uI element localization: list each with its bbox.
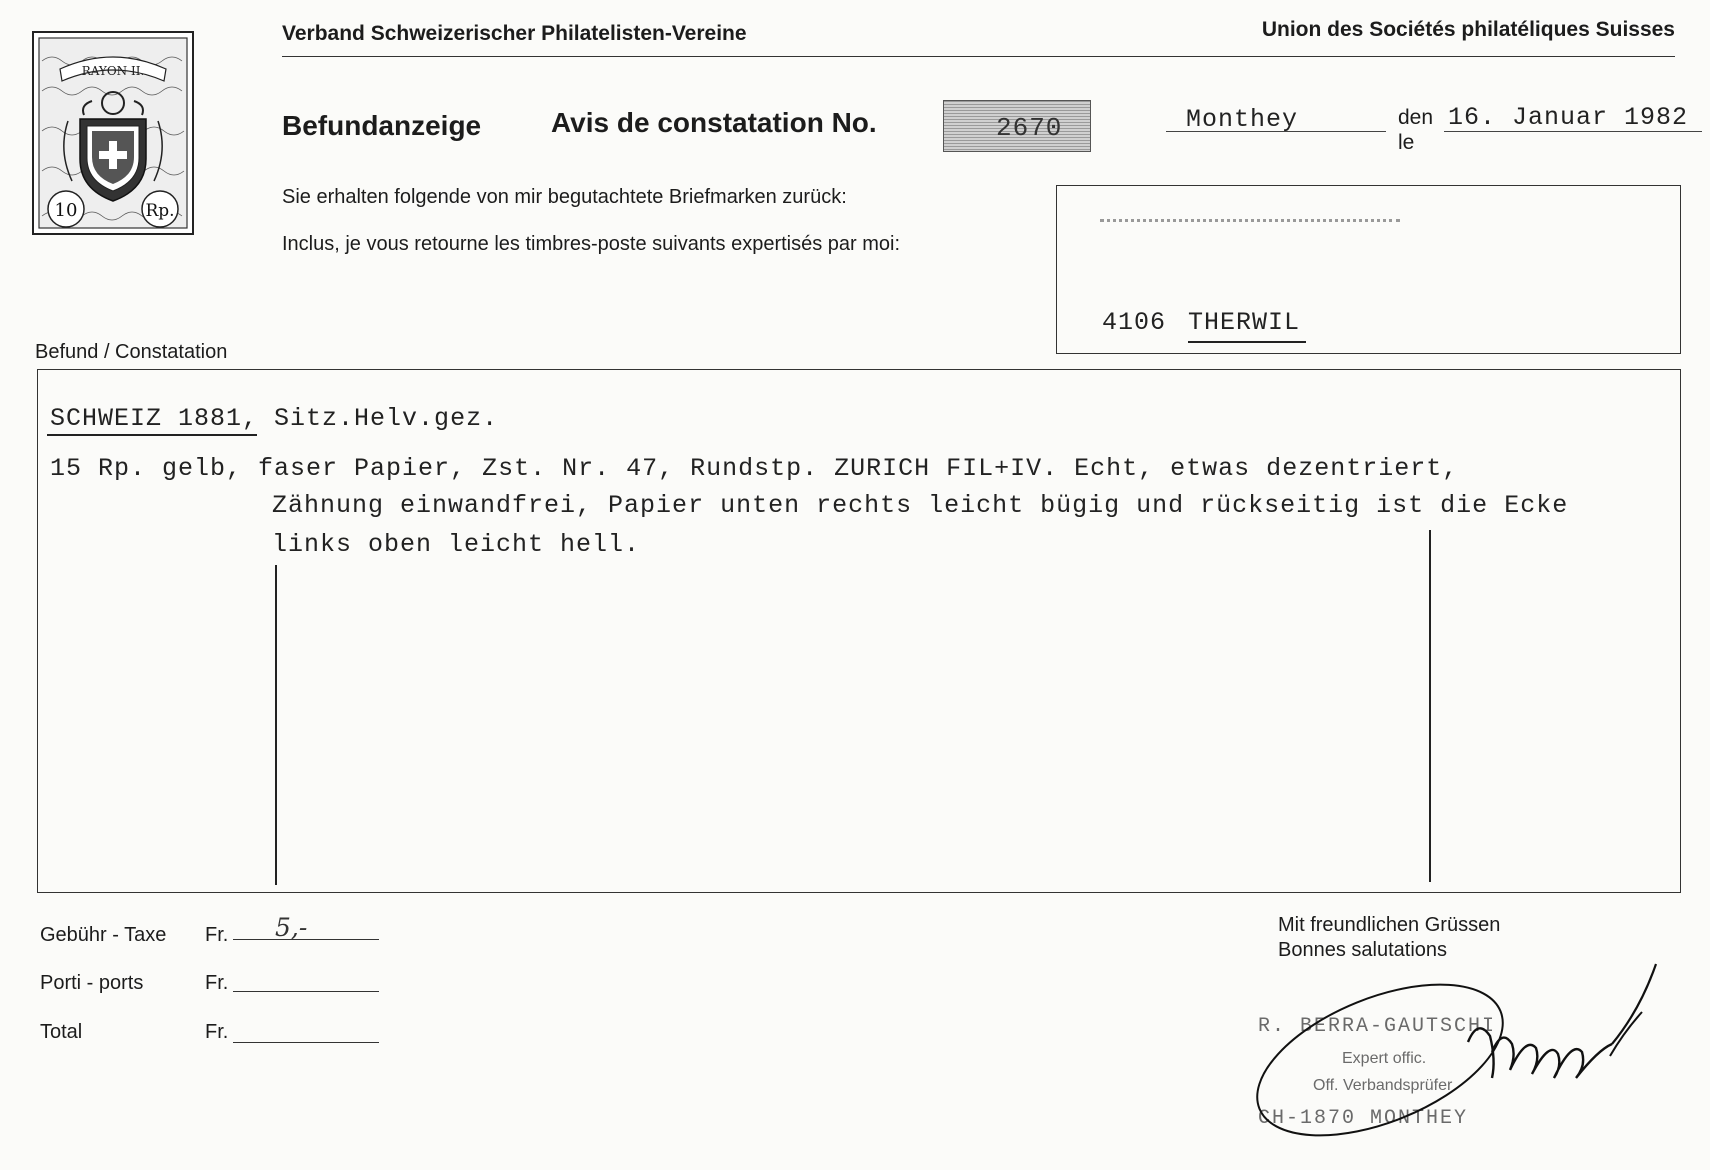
recipient-postcode: 4106: [1102, 308, 1167, 337]
ports-label: Porti - ports: [40, 972, 144, 994]
expert-stamp-role-1: Expert offic.: [1342, 1050, 1427, 1067]
fee-amount: 5,-: [275, 913, 308, 942]
certificate-number: 2670: [996, 113, 1063, 143]
date-label-french: le: [1398, 131, 1415, 154]
swiss-cross-posthorn-stamp-icon: [32, 31, 194, 235]
recipient-city: THERWIL: [1188, 308, 1301, 337]
report-line-2: 15 Rp. gelb, faser Papier, Zst. Nr. 47, Rundstp. ZURICH FIL+IV. Echt, etwas dezentriert,: [50, 454, 1459, 483]
greeting-german: Mit freundlichen Grüssen: [1278, 914, 1501, 936]
total-line: [233, 1042, 379, 1043]
expert-stamp-name: R. BERRA-GAUTSCHI: [1258, 1015, 1497, 1038]
report-line-4: links oben leicht hell.: [272, 530, 641, 559]
report-heading-rest: , Sitz.Helv.gez.: [242, 404, 499, 433]
greeting-french: Bonnes salutations: [1278, 939, 1448, 961]
intro-text-french: Inclus, je vous retourne les timbres-poste suivants expertisés par moi:: [282, 233, 901, 255]
form-title-german: Befundanzeige: [282, 110, 482, 141]
report-box: [37, 369, 1681, 893]
report-heading-underline: [47, 434, 257, 436]
fee-label: Gebühr - Taxe: [40, 924, 167, 946]
date-underline: [1444, 131, 1702, 132]
form-title-french: Avis de constatation No.: [551, 107, 877, 138]
expert-stamp-role-2: Off. Verbandsprüfer: [1313, 1077, 1453, 1094]
ports-currency: Fr.: [205, 972, 229, 994]
header-rule: [282, 56, 1675, 57]
expert-stamp-location: CH-1870 MONTHEY: [1258, 1107, 1469, 1130]
report-heading: SCHWEIZ 1881: [50, 404, 243, 433]
issue-city: Monthey: [1186, 105, 1299, 134]
date-label-german: den: [1398, 106, 1434, 129]
intro-text-german: Sie erhalten folgende von mir begutachtete Briefmarken zurück:: [282, 186, 847, 208]
city-underline: [1166, 131, 1386, 132]
stamp-value-right: Rp.: [145, 201, 175, 221]
ports-line: [233, 991, 379, 992]
strike-bar-right: [1429, 530, 1431, 882]
stamp-top-text: RAYON II.: [81, 64, 145, 78]
recipient-city-underline: [1188, 341, 1306, 343]
report-line-3: Zähnung einwandfrei, Papier unten rechts leicht bügig und rückseitig ist die Ecke: [272, 491, 1569, 520]
org-name-german: Verband Schweizerischer Philatelisten-Vereine: [282, 22, 747, 45]
handwritten-signature-icon: [1240, 960, 1670, 1145]
recipient-name-redacted: [1100, 219, 1400, 226]
report-section-label: Befund / Constatation: [35, 341, 228, 363]
total-currency: Fr.: [205, 1021, 229, 1043]
org-name-french: Union des Sociétés philatéliques Suisses: [1261, 18, 1675, 41]
fee-currency: Fr.: [205, 924, 229, 946]
total-label: Total: [40, 1021, 83, 1043]
issue-date: 16. Januar 1982: [1448, 103, 1689, 132]
strike-bar-left: [275, 565, 277, 885]
report-line-1: [50, 404, 498, 433]
stamp-value-left: 10: [54, 200, 78, 221]
